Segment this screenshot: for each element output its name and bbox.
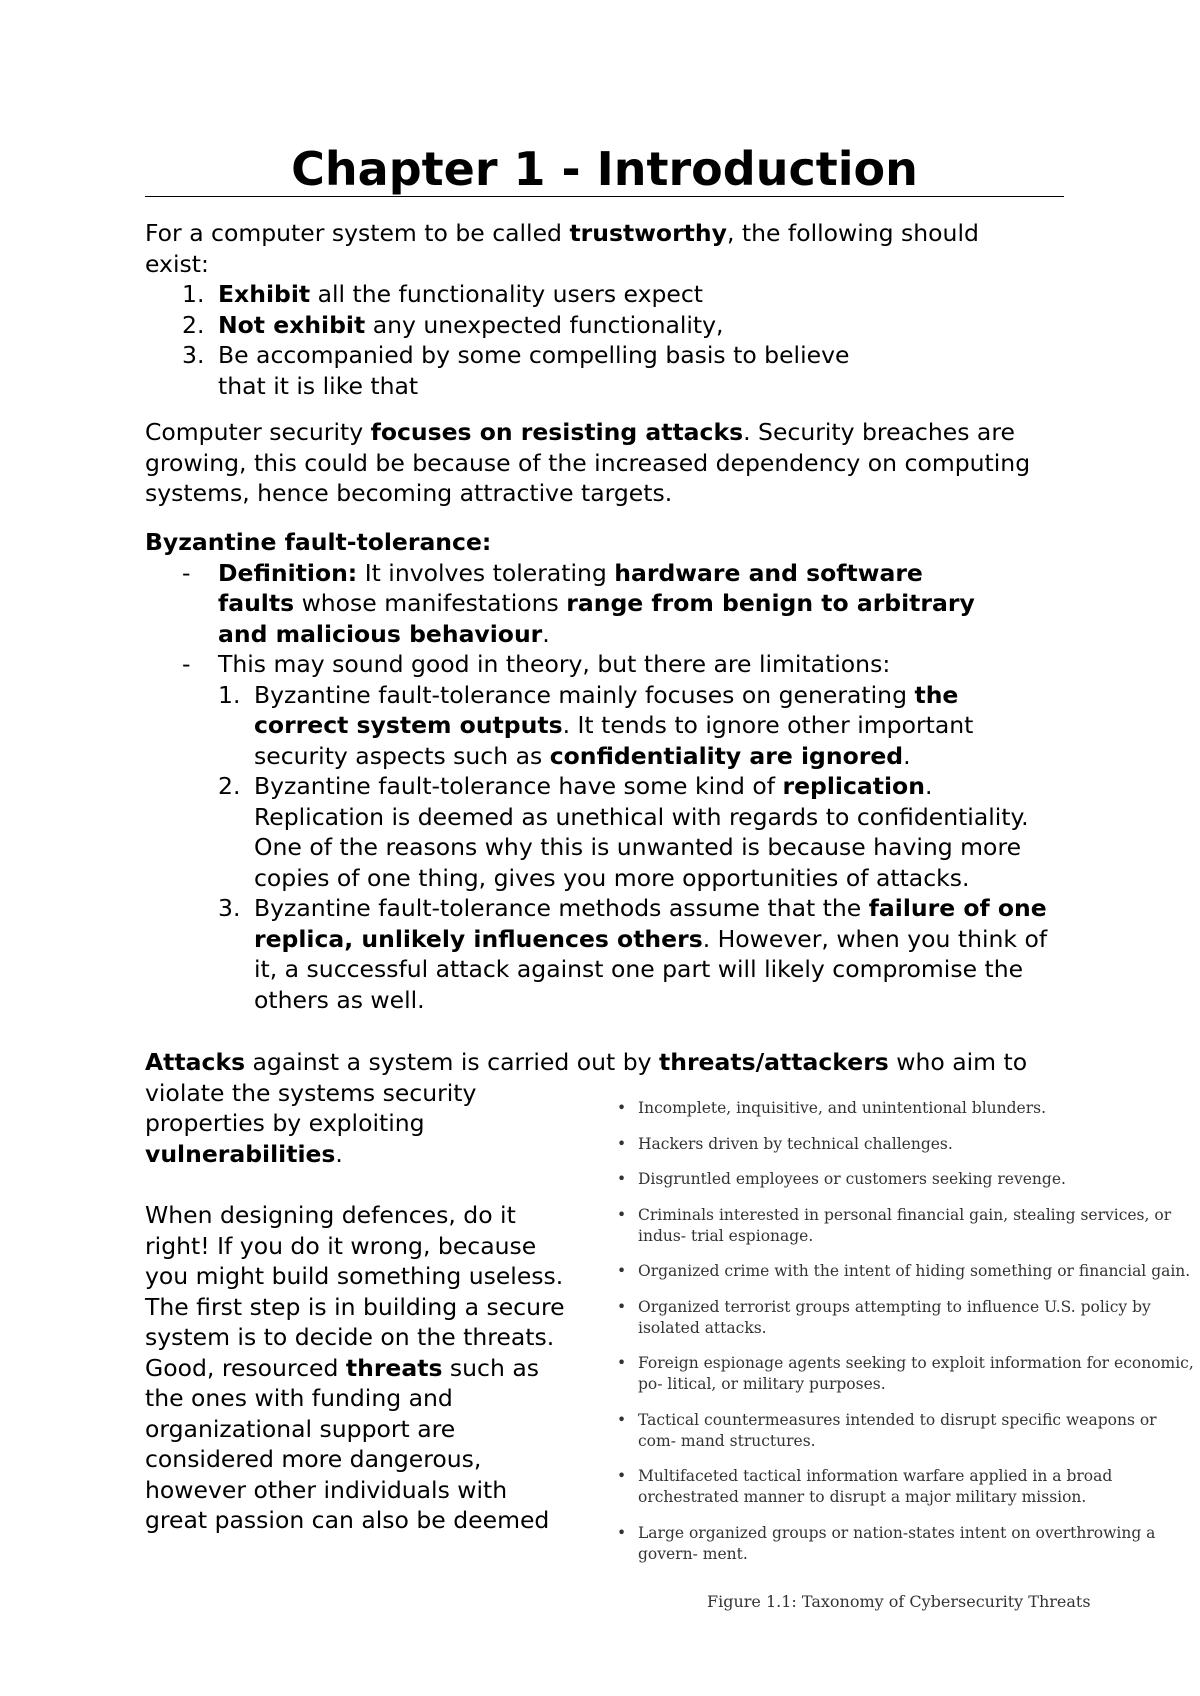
list-item: 1. Exhibit all the functionality users expect [182, 280, 704, 308]
figure-list-item: • Organized terrorist groups attempting to influence U.S. policy by isolated attacks. [617, 1297, 1151, 1337]
trust-list [182, 279, 1045, 401]
list-item: 2. Byzantine fault-tolerance have some kind of replication. Replication is deemed as unethical with regards to confidentiality. One of the reasons why this is unwanted is because having more copies of one thing, gives you more opportunities of attacks. [218, 772, 1029, 892]
byzantine-heading: Byzantine fault-tolerance: [145, 528, 492, 556]
list-item: 3. Byzantine fault-tolerance methods assume that the failure of one replica, unlikely influences others. However, when you think of it, a successful attack against one part will likely compromise the others as well. [218, 894, 1048, 1014]
limitations-list [218, 680, 1075, 1016]
threat-taxonomy-figure [608, 1098, 1198, 1579]
figure-list-item: • Foreign espionage agents seeking to exploit information for economic, po- litical, or military purposes. [617, 1354, 1194, 1393]
figure-list-item: • Large organized groups or nation-states intent on overthrowing a govern- ment. [617, 1523, 1156, 1563]
byzantine-section [145, 527, 1075, 1015]
security-paragraph: Computer security focuses on resisting attacks. Security breaches are growing, this could be because of the increased dependency on computing systems, hence becoming attractive targets. [145, 418, 1031, 507]
byzantine-bullets [182, 558, 1075, 1016]
definition-item: - Definition: It involves tolerating hardware and software faults whose manifestations range from benign to arbitrary and malicious behaviour. [182, 558, 975, 648]
attacks-paragraph: Attacks against a system is carried out by threats/attackers who aim to violate the systems security properties by exploiting vulnerabilities. [145, 1048, 1028, 1168]
figure-list-item: • Tactical countermeasures intended to disrupt specific weapons or com- mand structures. [617, 1410, 1157, 1450]
page-title: Chapter 1 - Introduction [291, 142, 918, 196]
list-item: 2. Not exhibit any unexpected functionality, [182, 310, 724, 339]
figure-list-item: • Disgruntled employees or customers seeking revenge. [617, 1170, 1066, 1188]
list-item: 1. Byzantine fault-tolerance mainly focuses on generating the correct system outputs. It tends to ignore other important security aspects such as confidentiality are ignored. [218, 680, 974, 770]
figure-list-item: • Organized crime with the intent of hiding something or financial gain. [617, 1262, 1191, 1280]
figure-list-item: • Incomplete, inquisitive, and unintentional blunders. [617, 1099, 1047, 1117]
title-underline [145, 196, 1064, 197]
trust-section [145, 218, 1045, 401]
limitations-item: - This may sound good in theory, but there are limitations: 1. Byzantine fault-tolerance mainly focuses on generating the correct system outputs. It tends to ignore other important security aspects such as confidentiality are ignored. 2. Byzantine fault-tolerance have some kind of replication. Replication is deemed as unethical with regards to confidentiality. One of the reasons why this is unwanted is because having more copies of one thing, gives you more opportunities of attacks. 3. Byzantine fault-tolerance methods assume that the failure of one replica, unlikely influences others. However, when you think of it, a successful attack against one part will likely compromise the others as well. [182, 649, 1075, 1015]
figure-list-item: • Criminals interested in personal financial gain, stealing services, or indus- trial espionage. [617, 1205, 1172, 1245]
defences-paragraph: When designing defences, do it right! If you do it wrong, because you might build something useless. The first step is in building a secure system is to decide on the threats. Good, resourced threats such as the ones with funding and organizational support are considered more dangerous, however other individuals with great passion can also be deemed [145, 1201, 565, 1534]
list-item: 3. Be accompanied by some compelling basis to believe that it is like that [182, 341, 850, 400]
figure-caption: Figure 1.1: Taxonomy of Cybersecurity Threats [707, 1592, 1091, 1611]
trust-intro: For a computer system to be called trustworthy, the following should exist: [145, 219, 979, 278]
figure-list-item: • Hackers driven by technical challenges. [617, 1134, 953, 1153]
figure-list-item: • Multifaceted tactical information warfare applied in a broad orchestrated manner to disrupt a major military mission. [617, 1467, 1113, 1506]
